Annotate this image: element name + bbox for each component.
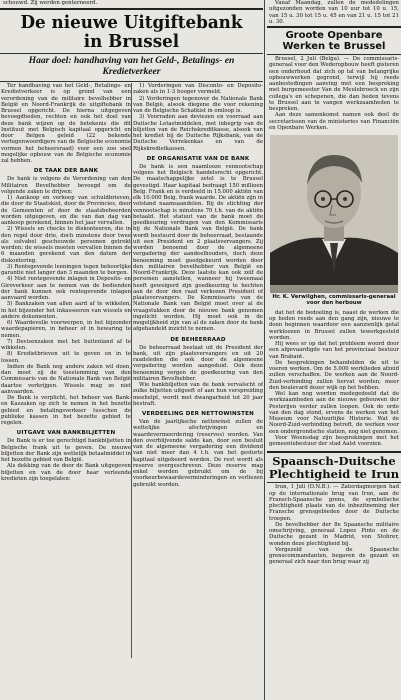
article-headline: Groote Openbare Werken te Brussel [282,30,386,52]
paragraph: De bank is volgens de Verordening van den Militairen Bevelhebber bevoegd om de volgende zaken te drijven: [1,176,131,195]
divider [267,54,401,55]
portrait-photo [270,135,398,293]
list-item: 2) Vorderingen tegenover de Nationale Bank van België, alsook diegene die voor rekening van de Belgische Schatkist in omloop is. [133,95,263,114]
paragraph: De bevelhebber der 8e Spaansche militaire omschrijving, generaal Lopez Pinto en de Duitsche gezant in Madrid, von Stohrer, wonden deze plechtigheid bij. [269,521,399,547]
article-body-column-1 [1,83,131,482]
section-heading: DE ORGANISATIE VAN DE BANK [146,155,250,162]
paragraph: Vergezeld van de Spaansche grenscommandanten, begaven de gezant en generaal zich naar den brug waar zij [269,546,399,566]
paragraph: De Bank is verplicht, het beheer van Bank- en Kaszaken op zich te nemen in het bezette gebied en betalingsverkeer tusschen de publieke kassen in het bezette gebied te regelen. [1,395,131,426]
list-item: 3) Voorraden aan deviezen en voorraad aan Duitsche Letastmiddelen, met inbegrip van de biljetten van de Reichskreditkasse, alsook van het krediet bij de Duitsche Rijksbank, van de Duitsche Verrekenkas en van de Rijkskredietkassen. [133,114,263,152]
paragraph: De Bank is er toe gerechtigd bankbiljetten in Belgische frank uit te geven. De nieuwe biljetten der Bank zijn wettelijk betaalmiddel in het bezette gebied van België. [1,438,131,463]
article-headline: Spaansch-Duitsche Plechtigheid te Irun [268,454,400,481]
section-heading: DE TAAK DER BANK [33,168,99,175]
list-item: 2) Wissels en checks te diskonteeren, die in den regel door drie, doch minstens door twee als solvabel geschouwde personen getrokt werden; de wissels moeten vervallen binnen de 6 maanden gerekend van den datum der diskontering. [1,226,131,264]
paragraph: De bank is een naamlooze vennootschap volgens het Belgisch handelsrecht opgericht. De maatschappelijke zetel is te Brussel gevestigd. Haar kapitaal bedraagt 150 millioen Belg. Frank en is verdeeld in 15.000 aktiën van elk 10.000 Belg. frank waarde. De aktiën zijn in volstand naamsaandelen. Bij de stichting der vennootschap is minstens 70 t.h. van de aktiën betaald. Het statuut van de bank moet de goedkeuring verdragen van den Kommissaris bij de Nationale Bank van België. De bank wordt bestuurd door de beheerraad, bestaande uit een President en 2 plaatsvervangers. Zij worden benoemd door de algemeene vergadering der aandeelhouders, doch deze benoeming moet goedgekeurd worden door den militairen bevelhebber van België en Noord-Frankrijk. Deze laatste kan ook zelf de personen aanstellen, wanneer hij tweemaal heeft geweigerd zijn goedkeuring te hechten aan de door den raad verkozen President of plaatsvervangers. De Kommissaris van de Nationale Bank van België moet over al de vraagstukken door de nieuwe bank genomen ingelicht worden. Hij moet ook in de mogelijkheid zijn van al de zaken door de bank afgehandeld inzicht te nemen. [133,163,263,333]
list-item: 4) Niet rentegevende inlagen in Deposito- en Giroverkeer aan te nemen van de bedienden der bank kunnen ook rentegevende inlagen aanvaard worden. [1,276,131,301]
right-column [267,0,401,566]
page-column-rule [264,0,265,700]
column-divider [131,83,132,658]
paragraph: Hij wees er op dat het probleem woord door een afgevaardigde van het provinciaal bestuur van Brabant. [269,341,399,360]
list-item: 3) Rentegevende leeningen tegen behoorlijke garantie niet langer dan 3 maanden te borgen. [1,263,131,276]
paragraph: Brussel, 2 Juli (Belga). — De commissaris-generaal voor den Wederopbouw heeft gisteren een onderhoud dat zich op tal van belangrijke opbouwwerken gegrond, terwijl hij reeds aanbestedingen aanving met een bespreking met burgemeester Van de Meulebroeck en zijn collega's en schepenen, die dan heden tevens te Brussel aan te vangen werkzaamheden te bespreken. [269,56,399,112]
divider [0,53,263,54]
paragraph: De besprekingen behandelden de uit te voeren werken. Om de 5.000 werklieden afzeid zullen verschaffen. De werken aan de Noord-Zuid-verbinding zullen hervat worden; meer den boulevard dezer wijk op het hebben. [269,359,399,391]
section-heading: DE BEHEERRAAD [170,336,226,343]
list-item: 1) Aankoop en verkoop van schuldbrieven, die door de Staatskist, door de Provincies, door de Gemeenten of door de staatsbeheerden worden uitgegeven, en die van dan dag van aankoop gerekend, binnen het jaar vervallen. [1,195,131,226]
paragraph: Als dekking van de door de Bank uitgegeven biljetten en van de door haar verleende kredieten zijn toegelaten: [1,463,131,482]
article-body [267,56,401,131]
section-heading: VERDEELING DER NETTOWINSTEN [141,411,255,417]
previous-article-snippet: schouwd. Zij werden genterneerd. [3,0,98,6]
list-item: 1) Vorderingen van Disconto- en Deposito-zaken als in 1-3 hooger vermeld. [133,83,263,96]
portrait-photo-image [270,135,398,285]
previous-article-snippet: Vanaf Maandag, zullen de mededelingen uitgezonden worden van 10 uur tot 10 u. 15, van 15 u. 30 tot 15 u. 45 en van 21 u. 15 tot 21 u. 30. [269,0,399,25]
article-headline: De nieuwe Uitgiftebank in Brussel [20,12,243,52]
paragraph: Wel kan nog worden medegedeeld dat de werkzaamheden aan de nieuwe gebouwen der Posterijen verder zullen loopen. Ook de orde van den dag stond, ervens de werken van het Museum voor Natuurlijke Historie. Wat de Noord-Zuid-verbinding betreft, de werken voor een ondergrondsche station, nog niet genomen. [269,391,399,435]
paragraph: Voor Woensdag zijn besprekingen met het gemeentebestuur der stad Aalst voorzien. [269,434,399,448]
section-heading: UITGAVE VAN BANKBILJETTEN [16,430,116,437]
paragraph: Aan deze samenkomst namen ook deel de secretarissen van de ministeries van Financiën en Openbare Werken. [269,112,399,131]
paragraph: Wie bankbiljetten van de bank vervalscht of zulke biljetten uitgeeft of aan hun verspreiding meehelpt, wordt met dwangarbeid tot 20 jaar bestraft. [133,382,263,407]
photo-caption-text: Hr. K. Verwilghen, commissaris-generaal voor den herbouw [272,294,396,307]
divider [267,26,401,28]
article-body-column-2 [133,83,263,488]
list-item: 7) Devisenzaken met het buitenland af te wikkelen. [1,338,131,351]
article-body [0,83,263,658]
paragraph: Irun, 1 Juli (D.N.B.). — Zaterdagmorgen had op de internationale brug van Irun, aan de Fransch-Spaansche grens, de symbolische plechtigheid plaats van de inbezitneming der Fransche grensgebieden door de Duitsche troepen. [269,484,399,522]
list-item: 5) Bankzaken van allen aard af te wikkelen, in het bijzonder het inkasseeren van wissels en andere dokumenten. [1,301,131,320]
article-subheadline: Haar doel: handhaving van het Geld-, Betalings- en Kredietverkeer [28,55,235,77]
intro-paragraph: Ter handhaving van het Geld-, Betalings- en Kredietverkeer is op grond van een verordening van de militaire bevelhebber in België en Noord-Frankrijk de uitgiftebank in Brussel opgericht. De hierna uitgegeven bevoegdheden, rechten en ook het doel van deze bank wijzen op de betekenis die dit Instituut met Belgisch kapitaal opgericht en door Belgen geleid (22 bekende vertegenwoordigers van de Belgische economie vormen het beheersraad) voor een zoo snel mogelijke opbouw van de Belgische economie zal hebben. [1,83,131,164]
article-body-continued [267,310,401,448]
paragraph: Indien de Bank nog andere zaken wil doen, dan moet zij de toestemming van den Commissaris van de Nationale Bank van België daartoe verkrijgen. Wissels mag ze niet aanvaarden. [1,363,131,395]
divider [0,8,263,10]
list-item: 6) Waardevolle voorwerpen, in het bijzonder waardepapieren, in beheer of in bewaring te nemen. [1,320,131,339]
list-item: 8) Kredietbrieven uit te geven en in te lossen. [1,351,131,364]
divider [267,451,401,453]
paragraph: Van de jaarlijksche nettowinst zullen de wettelijke afschrijvingen en waardevermeerdering (reserves) worden. Van den overblijvende saldo kan, door een besluit van de algemeene vergadering een dividend van niet meer dan 4 t.h. van het gestorte kapitaal uitgekeerd worden. De rest wordt als reserve overgeschreven. Deze reserve mag enkel worden gebruikt om de bij voorkeurbewaardeverminderingen en verliezen gebruikt worden. [133,419,263,488]
paragraph: dat het de bedoeling is, naast de werken die op heden reeds aan den gang zijn, nieuwe te doen beginnen waardoor een aanzienlijk getal werkloozen in Brussel zullen tewerkgesteld worden. [269,309,399,341]
paragraph: De beheerraad bestaat uit de President der bank, uit zijn plaatsvervangers en uit 20 raadsleden die ook door de algemeene vergadering worden aangeduid. Ook deze benoeming vergen de goedkeuring van den militairen Bevelhebber. [133,344,263,382]
article-body [267,484,401,565]
divider [0,81,263,82]
